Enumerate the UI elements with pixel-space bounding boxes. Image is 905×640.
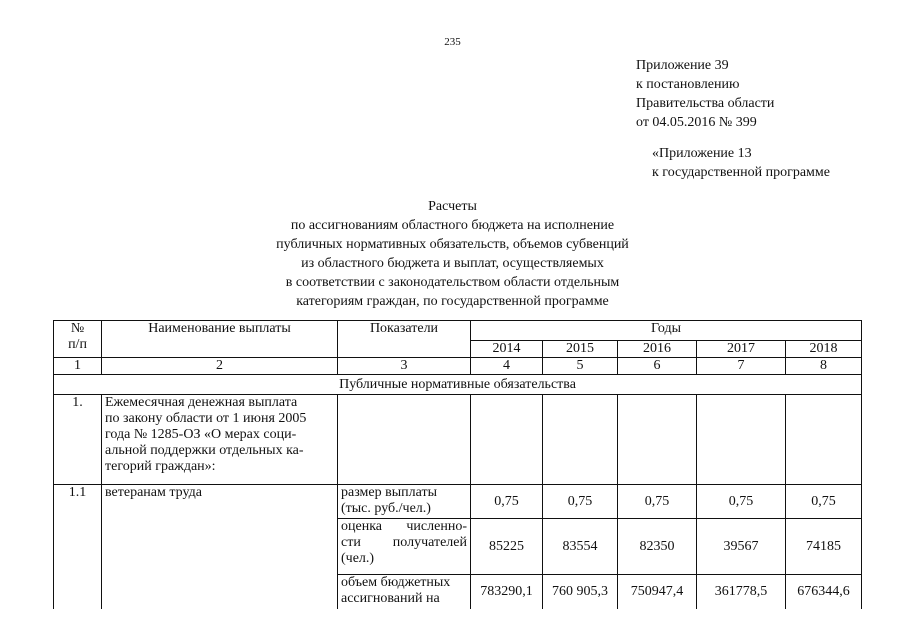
payment-name-line: альной поддержки отдельных ка- — [105, 443, 304, 458]
title-line: в соответствии с законодательством области отдельным — [285, 275, 620, 290]
column-number: 1 — [54, 358, 102, 375]
column-number: 8 — [786, 358, 862, 375]
section-title: Публичные нормативные обязательства — [54, 375, 862, 395]
header-indicators: Показатели — [338, 321, 471, 358]
column-number: 3 — [338, 358, 471, 375]
title-line: Расчеты — [428, 199, 477, 214]
value-cell: 361778,5 — [697, 575, 786, 609]
column-number: 2 — [102, 358, 338, 375]
document-title — [0, 197, 905, 311]
header-years: Годы — [471, 321, 862, 341]
header-year-2014: 2014 — [471, 341, 543, 358]
empty-cell — [471, 395, 543, 485]
value-cell: 0,75 — [697, 485, 786, 519]
empty-cell — [786, 395, 862, 485]
value-cell: 85225 — [471, 519, 543, 575]
header-year-2015: 2015 — [543, 341, 618, 358]
payment-name-line: по закону области от 1 июня 2005 — [105, 411, 307, 426]
indicator-line: (чел.) — [341, 551, 375, 566]
payment-name-line: тегорий граждан»: — [105, 459, 216, 474]
empty-cell — [338, 395, 471, 485]
appendix-sub-line: к государственной программе — [652, 165, 830, 180]
header-year-2016: 2016 — [618, 341, 697, 358]
empty-cell — [618, 395, 697, 485]
indicator-line: оценка численно- — [341, 519, 467, 534]
value-cell: 83554 — [543, 519, 618, 575]
indicator-line: объем бюджетных — [341, 575, 451, 590]
header-number-l2: п/п — [68, 337, 87, 352]
header-payment-name: Наименование выплаты — [102, 321, 338, 358]
payment-name — [102, 395, 338, 485]
column-number: 7 — [697, 358, 786, 375]
value-cell: 82350 — [618, 519, 697, 575]
value-cell: 74185 — [786, 519, 862, 575]
table-row — [54, 485, 862, 519]
appendix-line: от 04.05.2016 № 399 — [636, 115, 757, 130]
payment-name: ветеранам труда — [102, 485, 338, 609]
payment-name-line: года № 1285-ОЗ «О мерах соци- — [105, 427, 297, 442]
program-appendix-reference — [652, 144, 830, 182]
indicator-line: размер выплаты — [341, 485, 437, 500]
header-row — [54, 321, 862, 341]
header-year-2018: 2018 — [786, 341, 862, 358]
column-number-row — [54, 358, 862, 375]
appendix-sub-line: «Приложение 13 — [652, 146, 752, 161]
appendix-line: Правительства области — [636, 96, 775, 111]
value-cell: 0,75 — [618, 485, 697, 519]
indicator-label — [338, 519, 471, 575]
appendix-reference — [636, 56, 774, 132]
value-cell: 750947,4 — [618, 575, 697, 609]
column-number: 4 — [471, 358, 543, 375]
column-number: 5 — [543, 358, 618, 375]
indicator-line: ассигнований на — [341, 591, 440, 606]
value-cell: 0,75 — [786, 485, 862, 519]
row-number: 1.1 — [54, 485, 102, 609]
value-cell: 783290,1 — [471, 575, 543, 609]
title-line: категориям граждан, по государственной программе — [296, 294, 609, 309]
column-number: 6 — [618, 358, 697, 375]
title-line: по ассигнованиям областного бюджета на исполнение — [290, 218, 615, 233]
header-number — [54, 321, 102, 358]
section-row — [54, 375, 862, 395]
indicator-line: (тыс. руб./чел.) — [341, 501, 431, 516]
table-row — [54, 395, 862, 485]
page-number: 235 — [444, 36, 461, 48]
indicator-label — [338, 485, 471, 519]
appendix-line: Приложение 39 — [636, 58, 729, 73]
appendix-line: к постановлению — [636, 77, 740, 92]
value-cell: 0,75 — [471, 485, 543, 519]
title-line: из областного бюджета и выплат, осуществляемых — [301, 256, 604, 271]
value-cell: 760 905,3 — [543, 575, 618, 609]
payment-name-line: Ежемесячная денежная выплата — [105, 395, 298, 410]
value-cell: 676344,6 — [786, 575, 862, 609]
header-number-l1: № — [70, 321, 85, 336]
indicator-label — [338, 575, 471, 609]
header-year-2017: 2017 — [697, 341, 786, 358]
indicator-line: сти получателей — [341, 535, 467, 550]
row-number: 1. — [54, 395, 102, 485]
value-cell: 39567 — [697, 519, 786, 575]
empty-cell — [697, 395, 786, 485]
value-cell: 0,75 — [543, 485, 618, 519]
empty-cell — [543, 395, 618, 485]
calculations-table — [53, 320, 862, 609]
title-line: публичных нормативных обязательств, объемов субвенций — [276, 237, 629, 252]
